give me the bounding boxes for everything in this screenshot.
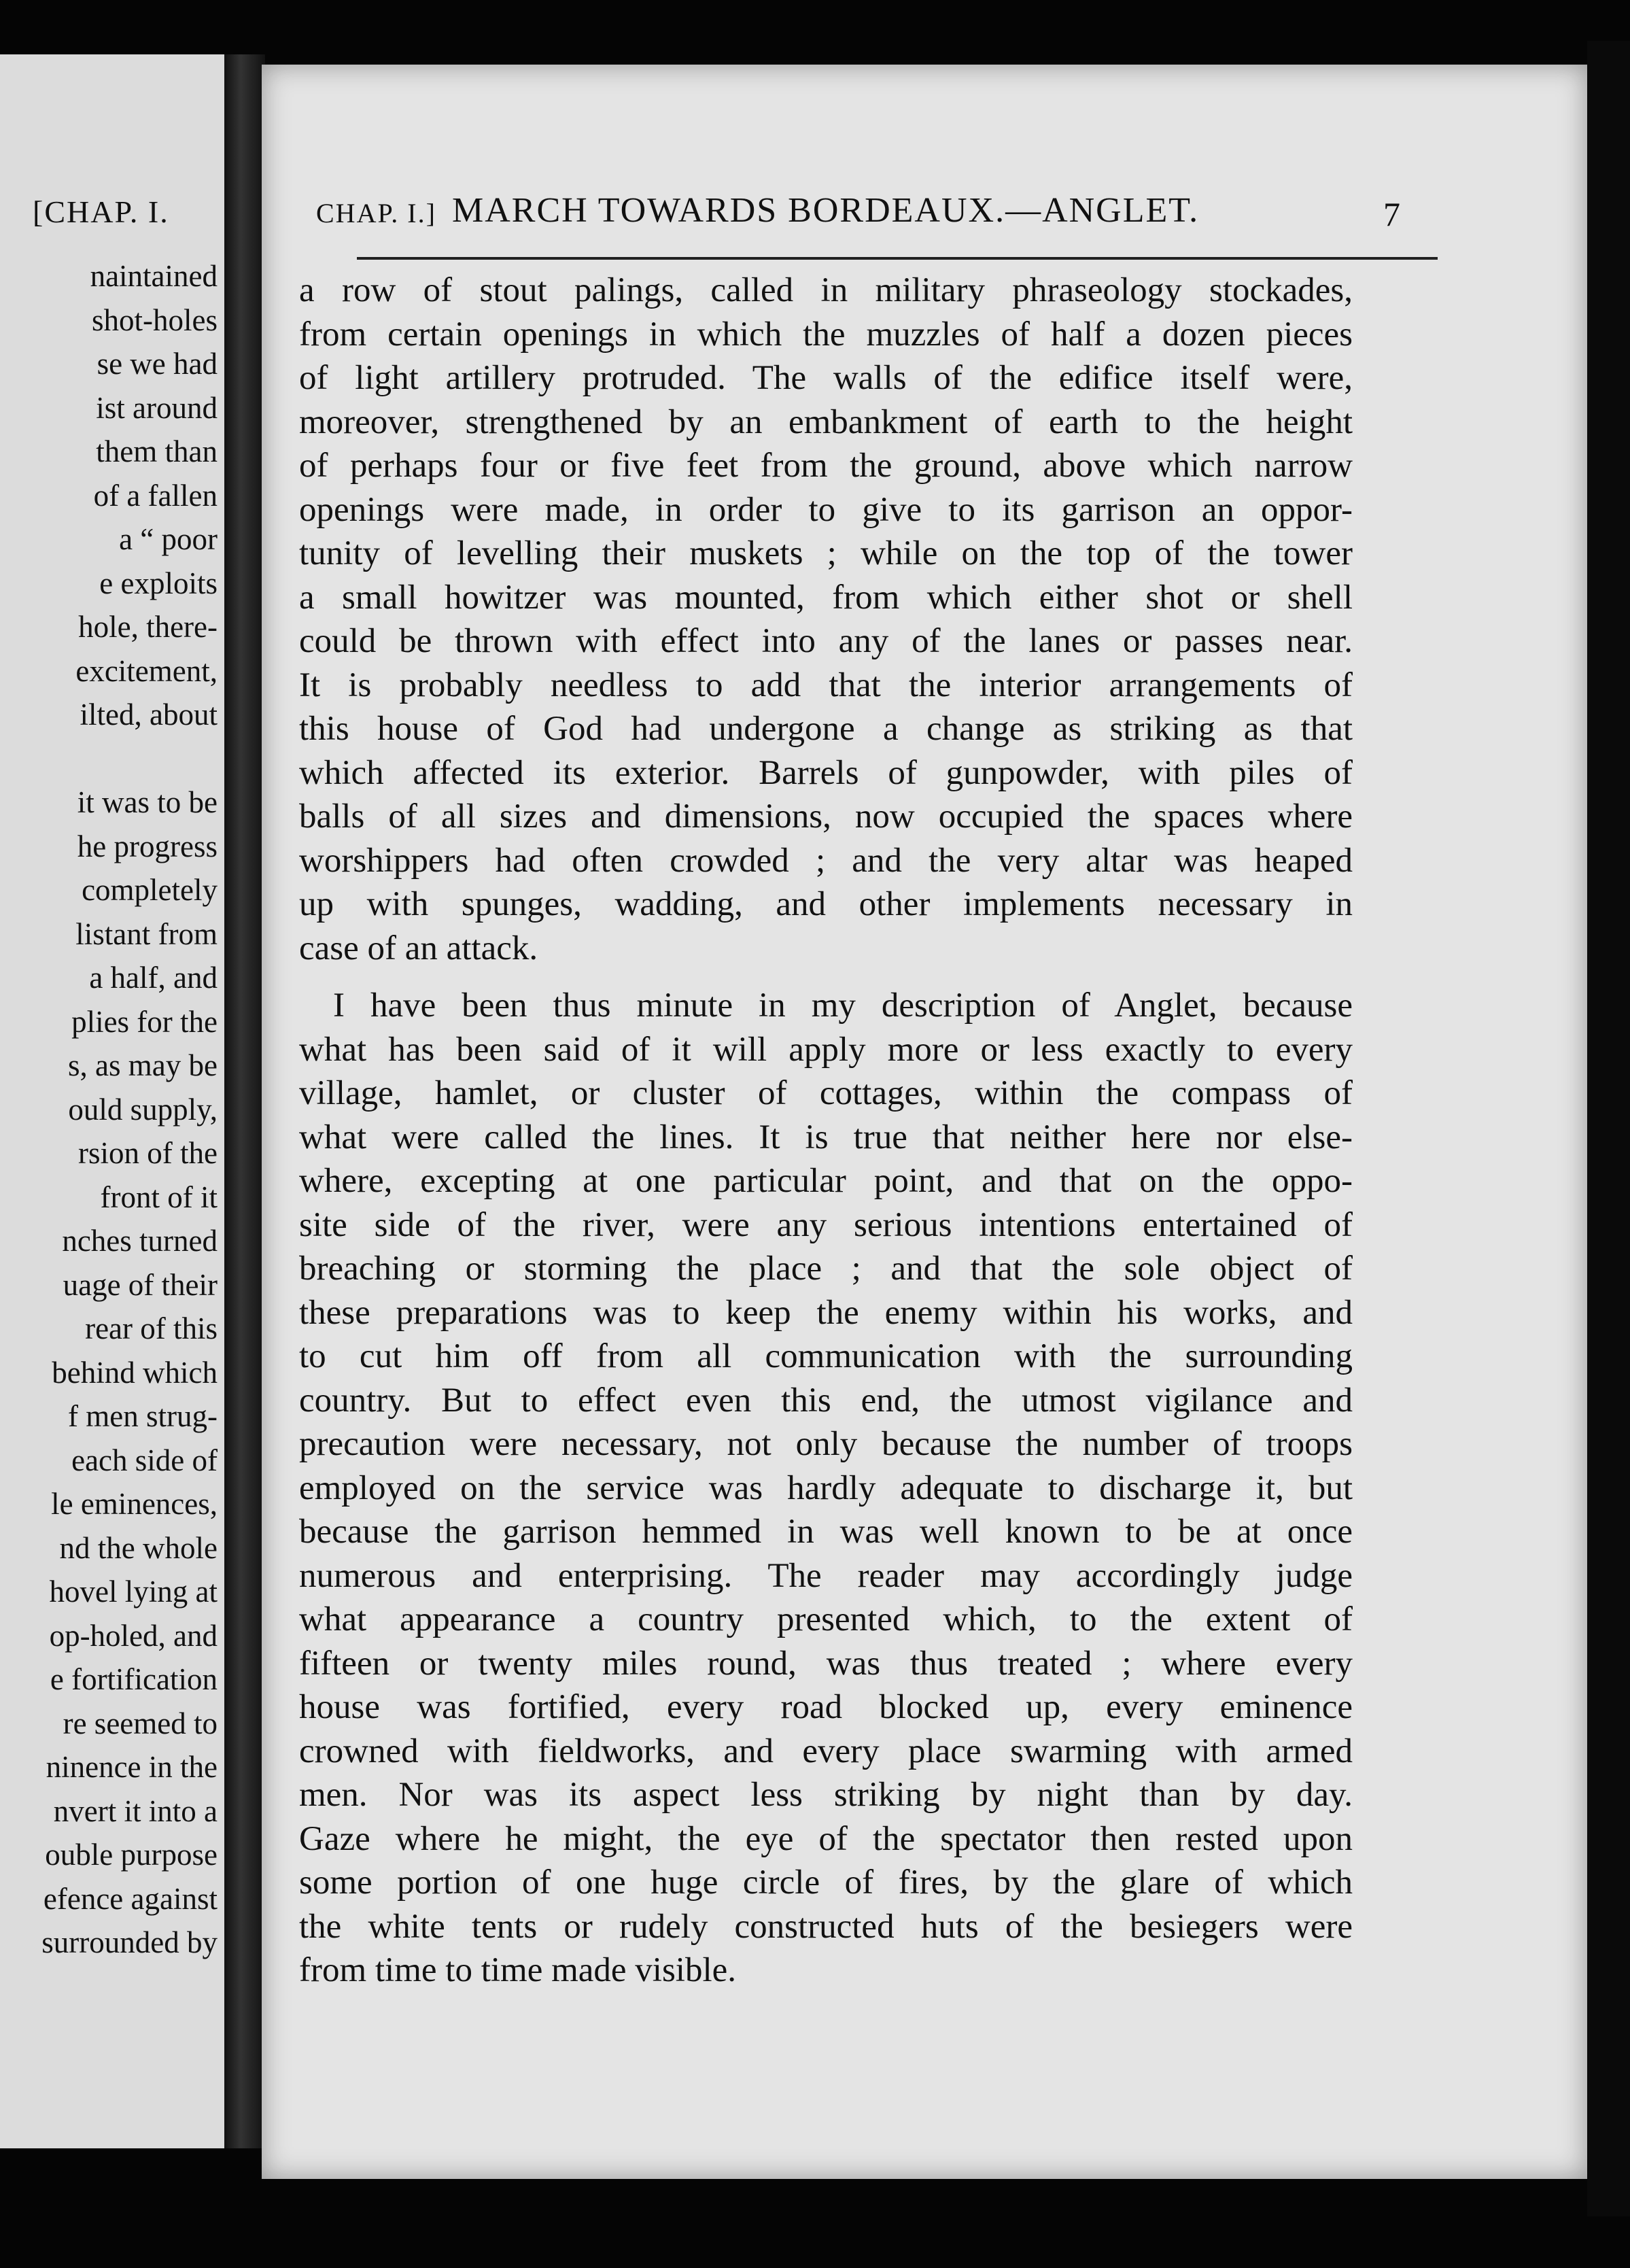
text-line: site side of the river, were any serious intentions entertained of <box>299 1205 1353 1244</box>
facing-page-line: ould supply, <box>68 1092 218 1127</box>
text-line: I have been thus minute in my description of Anglet, because <box>333 986 1353 1025</box>
facing-page-header: [CHAP. I. <box>33 194 169 229</box>
facing-page-line: completely <box>82 873 218 907</box>
text-line: because the garrison hemmed in was well known to be at once <box>299 1513 1353 1551</box>
text-line: precaution were necessary, not only because the number of troops <box>299 1425 1353 1463</box>
text-line: up with spunges, wadding, and other implements necessary in <box>299 885 1353 923</box>
facing-page-line: ilted, about <box>80 698 218 732</box>
text-line: moreover, strengthened by an embankment of earth to the height <box>299 402 1353 441</box>
facing-page-line: nd the whole <box>59 1530 218 1565</box>
running-title: MARCH TOWARDS BORDEAUX.—ANGLET. <box>452 191 1200 230</box>
facing-page-line: e exploits <box>99 566 218 600</box>
page-number: 7 <box>1383 195 1400 233</box>
text-line: village, hamlet, or cluster of cottages, within the compass of <box>299 1074 1353 1112</box>
text-line: this house of God had undergone a change as striking as that <box>299 710 1353 748</box>
facing-page-line: s, as may be <box>68 1048 218 1082</box>
text-line: breaching or storming the place ; and that the sole object of <box>299 1250 1353 1288</box>
facing-page-line: it was to be <box>77 785 218 819</box>
facing-page-line: each side of <box>71 1443 218 1477</box>
text-line: Gaze where he might, the eye of the spectator then rested upon <box>299 1819 1353 1858</box>
facing-page-line: rsion of the <box>78 1136 218 1170</box>
facing-page-line: hovel lying at <box>49 1575 218 1609</box>
facing-page-line: rear of this <box>85 1311 218 1345</box>
text-line: a small howitzer was mounted, from which either shot or shell <box>299 578 1353 617</box>
facing-page-line: a half, and <box>89 961 218 995</box>
facing-page-line: re seemed to <box>63 1706 218 1740</box>
facing-page-line: he progress <box>77 829 218 863</box>
facing-page-line: a “ poor <box>119 522 218 556</box>
facing-page-line: ninence in the <box>46 1750 218 1784</box>
facing-page-line: e fortification <box>50 1662 218 1696</box>
paragraph-gap <box>299 970 1353 984</box>
text-line: numerous and enterprising. The reader may accordingly judge <box>299 1556 1353 1595</box>
text-line: house was fortified, every road blocked up, every eminence <box>299 1688 1353 1726</box>
text-line: employed on the service was hardly adequate to discharge it, but <box>299 1468 1353 1507</box>
text-line: of light artillery protruded. The walls of the edifice itself were, <box>299 359 1353 397</box>
facing-page-line: behind which <box>52 1355 218 1390</box>
facing-page-line: ouble purpose <box>45 1838 218 1872</box>
chapter-label: CHAP. I.] <box>316 198 436 228</box>
facing-page-line: front of it <box>100 1180 218 1214</box>
text-line: worshippers had often crowded ; and the very altar was heaped <box>299 841 1353 880</box>
facing-page-line: plies for the <box>71 1004 218 1039</box>
text-line: It is probably needless to add that the interior arrangements of <box>299 666 1353 704</box>
text-line: which affected its exterior. Barrels of gunpowder, with piles of <box>299 753 1353 792</box>
text-line: of perhaps four or five feet from the ground, above which narrow <box>299 447 1353 485</box>
text-line: some portion of one huge circle of fires, by the glare of which <box>299 1863 1353 1902</box>
text-line: crowned with fieldworks, and every place swarming with armed <box>299 1732 1353 1770</box>
body-text <box>299 269 1353 1993</box>
text-line: what appearance a country presented which, to the extent of <box>299 1600 1353 1638</box>
text-line: the white tents or rudely constructed huts of the besiegers were <box>299 1907 1353 1946</box>
facing-page-line: uage of their <box>63 1267 218 1302</box>
paragraph <box>299 984 1353 1993</box>
facing-page-line: surrounded by <box>41 1925 218 1959</box>
book-page <box>262 65 1587 2179</box>
facing-page-line: se we had <box>97 347 218 381</box>
text-line: these preparations was to keep the enemy within his works, and <box>299 1293 1353 1332</box>
facing-page-line: listant from <box>75 916 218 951</box>
facing-page-line: naintained <box>90 259 218 293</box>
text-line: from time to time made visible. <box>299 1951 737 1989</box>
facing-page-line: excitement, <box>75 653 218 688</box>
text-line: where, excepting at one particular point, and that on the oppo- <box>299 1162 1353 1200</box>
text-line: tunity of levelling their muskets ; while on the top of the tower <box>299 534 1353 572</box>
text-line: from certain openings in which the muzzles of half a dozen pieces <box>299 315 1353 354</box>
facing-page-line: ist around <box>96 390 218 425</box>
facing-page-line: shot-holes <box>92 303 218 337</box>
facing-page-line: op-holed, and <box>49 1618 218 1653</box>
facing-page-fragment <box>0 54 227 2148</box>
book-gutter <box>224 54 265 2148</box>
text-line: men. Nor was its aspect less striking by night than by day. <box>299 1776 1353 1814</box>
facing-page-line: efence against <box>43 1881 218 1916</box>
header-rule <box>357 257 1438 260</box>
text-line: fifteen or twenty miles round, was thus treated ; where every <box>299 1644 1353 1683</box>
text-line: what has been said of it will apply more or less exactly to every <box>299 1030 1353 1069</box>
facing-page-line: nches turned <box>62 1224 218 1258</box>
text-line: case of an attack. <box>299 929 538 967</box>
facing-page-line: f men strug- <box>68 1399 218 1433</box>
text-line: country. But to effect even this end, the utmost vigilance and <box>299 1381 1353 1420</box>
facing-page-line: hole, there- <box>78 610 218 644</box>
facing-page-line: le eminences, <box>51 1487 218 1521</box>
facing-page-line: them than <box>96 434 218 468</box>
text-line: openings were made, in order to give to its garrison an oppor- <box>299 490 1353 529</box>
facing-page-line: of a fallen <box>93 478 218 513</box>
paragraph <box>299 269 1353 970</box>
text-line: could be thrown with effect into any of the lanes or passes near. <box>299 622 1353 660</box>
facing-page-line: nvert it into a <box>53 1793 218 1828</box>
text-line: what were called the lines. It is true that neither here nor else- <box>299 1118 1353 1156</box>
text-line: a row of stout palings, called in military phraseology stockades, <box>299 271 1353 309</box>
text-line: balls of all sizes and dimensions, now occupied the spaces where <box>299 797 1353 836</box>
page-edge-shadow <box>1587 41 1630 2216</box>
text-line: to cut him off from all communication with the surrounding <box>299 1337 1353 1375</box>
